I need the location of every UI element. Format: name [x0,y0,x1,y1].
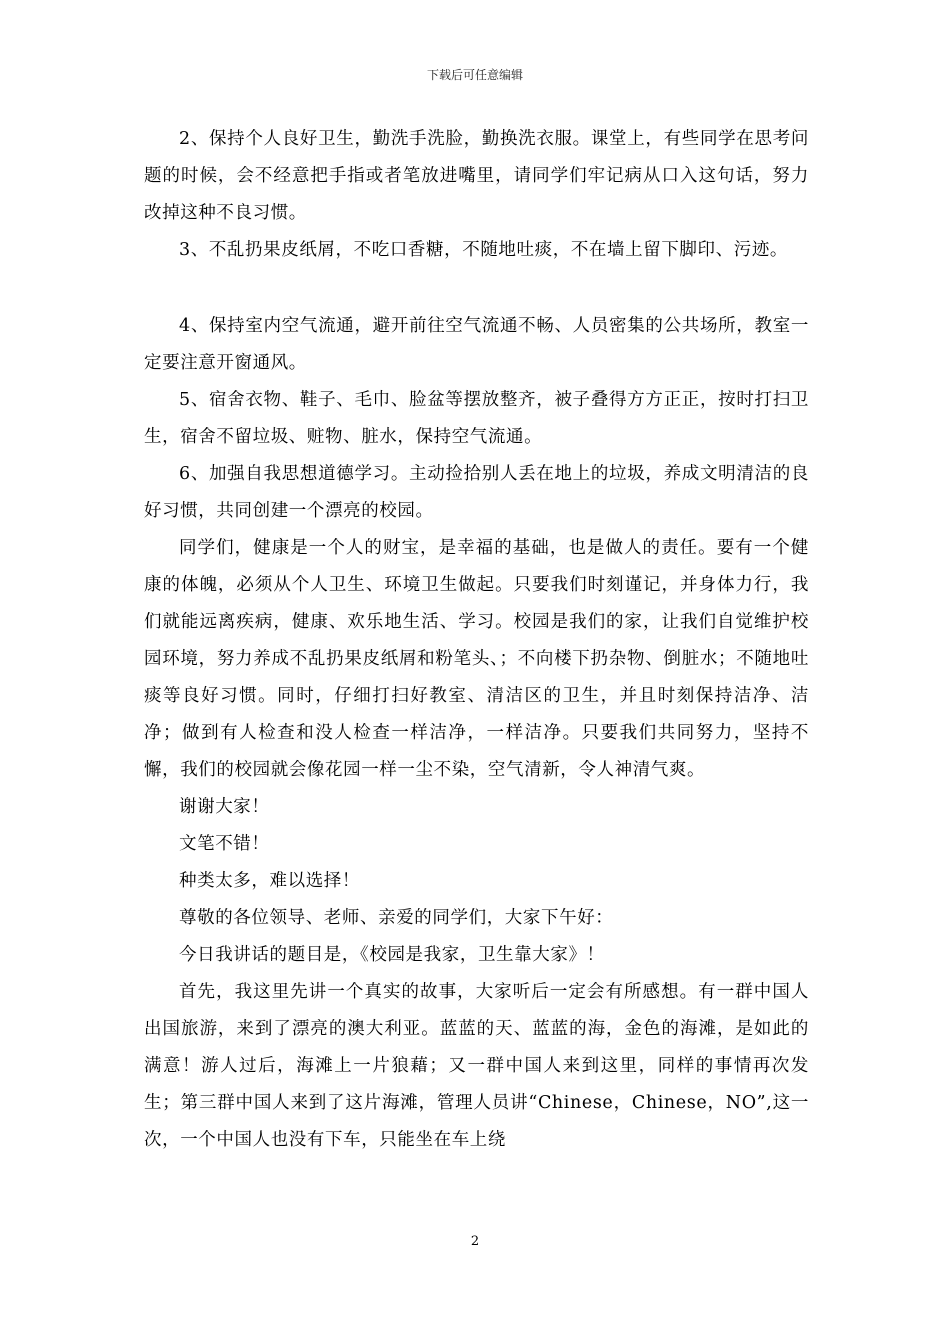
paragraph-item-2: 2、保持个人良好卫生，勤洗手洗脸，勤换洗衣服。课堂上，有些同学在思考问题的时候，会不经意把手指或者笔放进嘴里，请同学们牢记病从口入这句话，努力改掉这种不良习惯。 [144,129,809,223]
paragraph-item-3: 3、不乱扔果皮纸屑，不吃口香糖，不随地吐痰，不在墙上留下脚印、污迹。 [179,240,789,260]
paragraph-topic: 今日我讲话的题目是，《校园是我家，卫生靠大家》！ [179,945,605,965]
paragraph-comment-2: 种类太多，难以选择！ [179,871,360,891]
document-body [144,121,809,1159]
paragraph-comment: 文笔不错！ [179,834,270,854]
paragraph-health-summary: 同学们，健康是一个人的财宝，是幸福的基础，也是做人的责任。要有一个健康的体魄，必须从个人卫生、环境卫生做起。只要我们时刻谨记，并身体力行，我们就能远离疾病，健康、欢乐地生活、学习。校园是我们的家，让我们自觉维护校园环境，努力养成不乱扔果皮纸屑和粉笔头、；不向楼下扔杂物、倒脏水；不随地吐痰等良好习惯。同时，仔细打扫好教室、清洁区的卫生，并且时刻保持洁净、洁净；做到有人检查和没人检查一样洁净，一样洁净。只要我们共同努力，坚持不懈，我们的校园就会像花园一样一尘不染，空气清新，令人神清气爽。 [144,538,809,780]
paragraph-item-6: 6、加强自我思想道德学习。主动捡拾别人丢在地上的垃圾，养成文明清洁的良好习惯，共同创建一个漂亮的校园。 [144,464,809,521]
paragraph-greeting: 尊敬的各位领导、老师、亲爱的同学们，大家下午好： [179,908,614,928]
paragraph-thanks: 谢谢大家！ [179,797,270,817]
page-header: 下载后可任意编辑 [426,68,523,82]
page-number: 2 [470,1234,480,1249]
paragraph-story: 首先，我这里先讲一个真实的故事，大家听后一定会有所感想。有一群中国人出国旅游，来到了漂亮的澳大利亚。蓝蓝的天、蓝蓝的海，金色的海滩，是如此的满意！游人过后，海滩上一片狼藉；又一群中国人来到这里，同样的事情再次发生；第三群中国人来到了这片海滩，管理人员讲“Chinese，Chinese，NO”,这一次，一个中国人也没有下车，只能坐在车上绕 [144,982,809,1150]
paragraph-item-4: 4、保持室内空气流通，避开前往空气流通不畅、人员密集的公共场所，教室一定要注意开窗通风。 [144,316,809,373]
paragraph-item-5: 5、宿舍衣物、鞋子、毛巾、脸盆等摆放整齐，被子叠得方方正正，按时打扫卫生，宿舍不留垃圾、赃物、脏水，保持空气流通。 [144,390,809,447]
